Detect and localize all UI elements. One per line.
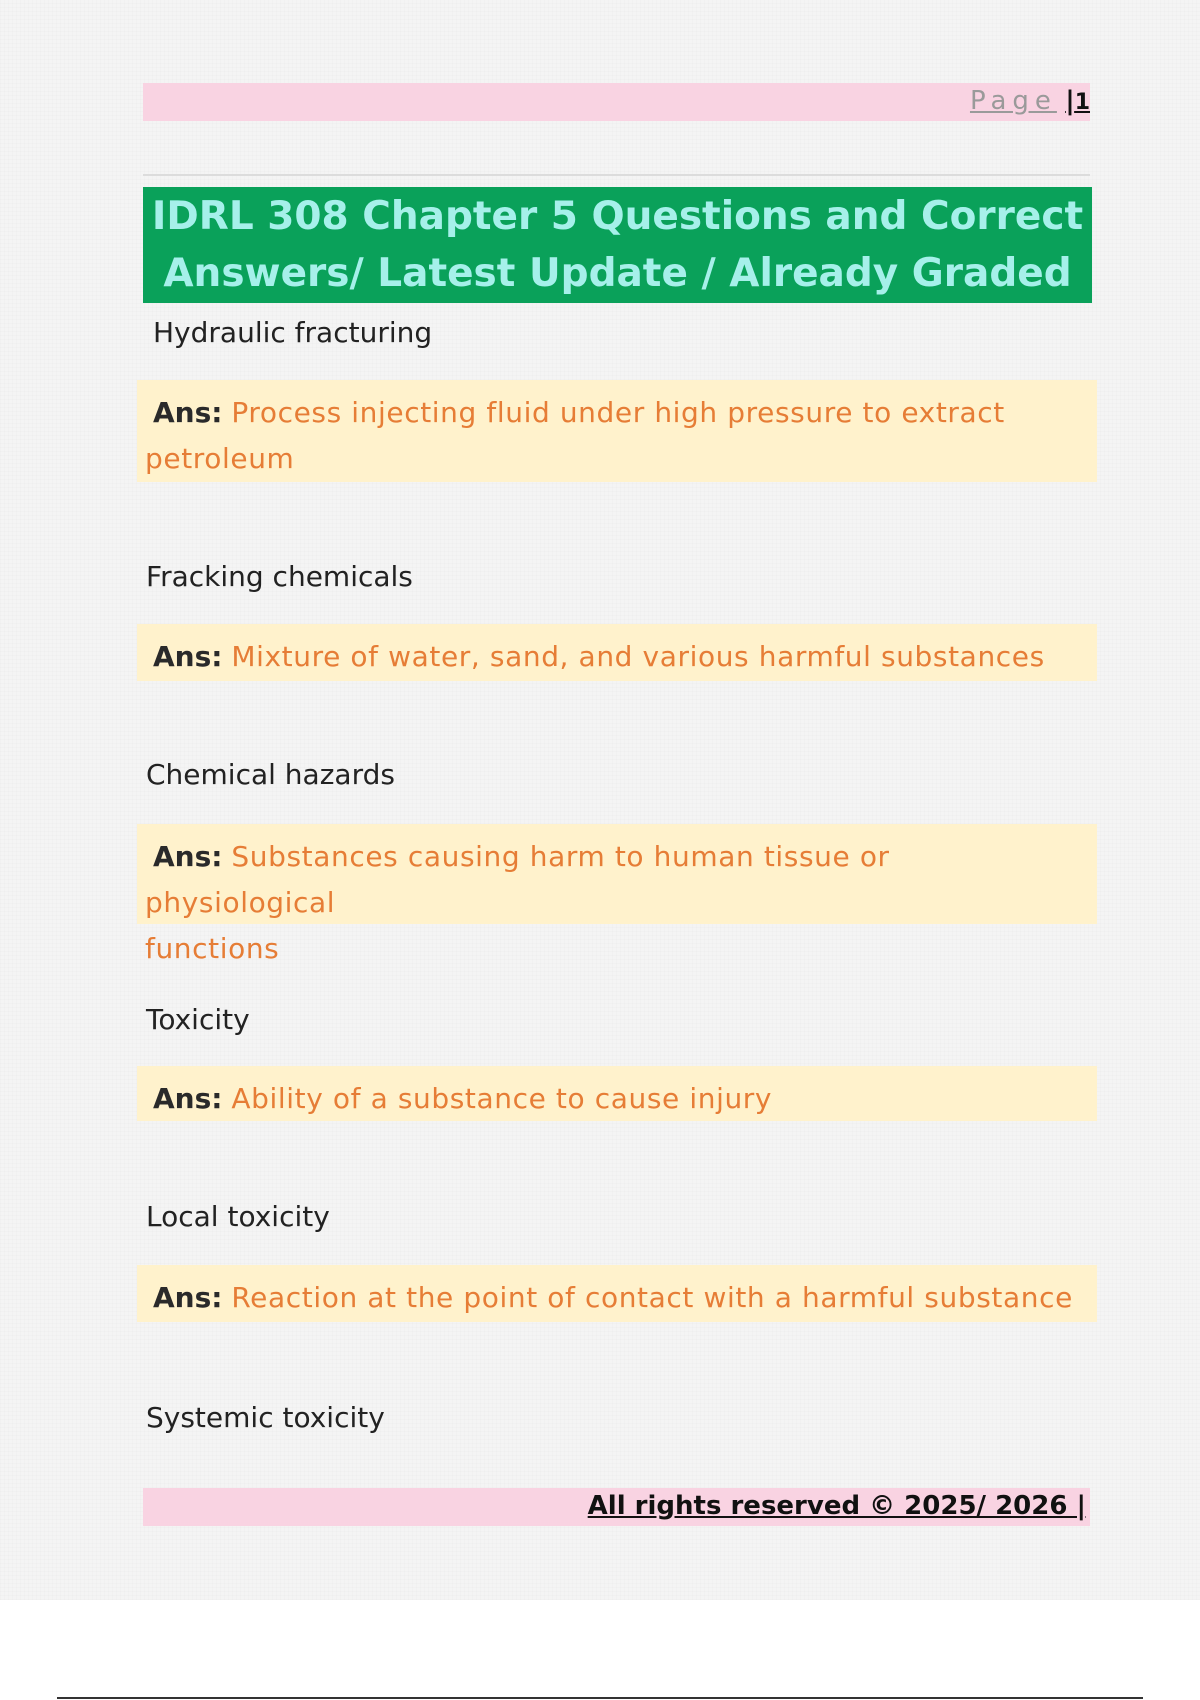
bottom-divider — [57, 1697, 1143, 1699]
question-fracking-chemicals: Fracking chemicals — [146, 560, 413, 593]
answer-box — [137, 380, 1097, 482]
answer-text-line-2: petroleum — [145, 442, 295, 475]
question-hydraulic-fracturing: Hydraulic fracturing — [153, 316, 433, 349]
question-toxicity: Toxicity — [146, 1003, 250, 1036]
question-chemical-hazards: Chemical hazards — [146, 758, 395, 791]
copyright-notice: All rights reserved © 2025/ 2026 | — [587, 1491, 1086, 1521]
question-systemic-toxicity: Systemic toxicity — [146, 1401, 385, 1434]
title-line-2: Answers/ Latest Update / Already Graded — [163, 251, 1072, 296]
answer-box — [137, 1066, 1097, 1121]
answer-prefix: Ans: — [153, 396, 223, 429]
question-local-toxicity: Local toxicity — [146, 1200, 330, 1233]
answer-text: Ability of a substance to cause injury — [231, 1082, 773, 1115]
page-header-bar — [143, 83, 1090, 121]
header-divider — [143, 174, 1090, 176]
answer-prefix: Ans: — [153, 840, 223, 873]
page-separator: | — [1065, 86, 1075, 116]
document-title — [143, 187, 1092, 303]
answer-text: Mixture of water, sand, and various harmful substances — [231, 640, 1045, 673]
page-number-value: 1 — [1074, 90, 1090, 115]
answer-box — [137, 624, 1097, 681]
page-number — [970, 86, 1090, 118]
page-footer-bar — [143, 1488, 1090, 1526]
answer-prefix: Ans: — [153, 1082, 223, 1115]
answer-text-line-1: Process injecting fluid under high pressure to extract — [231, 396, 1005, 429]
answer-text: Reaction at the point of contact with a harmful substance — [231, 1281, 1073, 1314]
answer-prefix: Ans: — [153, 640, 223, 673]
answer-box — [137, 824, 1097, 965]
answer-box — [137, 1265, 1097, 1322]
answer-text-line-2: functions — [145, 932, 280, 965]
page-label: Page — [969, 86, 1057, 116]
title-line-1: IDRL 308 Chapter 5 Questions and Correct — [151, 194, 1084, 239]
answer-prefix: Ans: — [153, 1281, 223, 1314]
answer-text-line-1: Substances causing harm to human tissue or physiological — [145, 840, 890, 919]
